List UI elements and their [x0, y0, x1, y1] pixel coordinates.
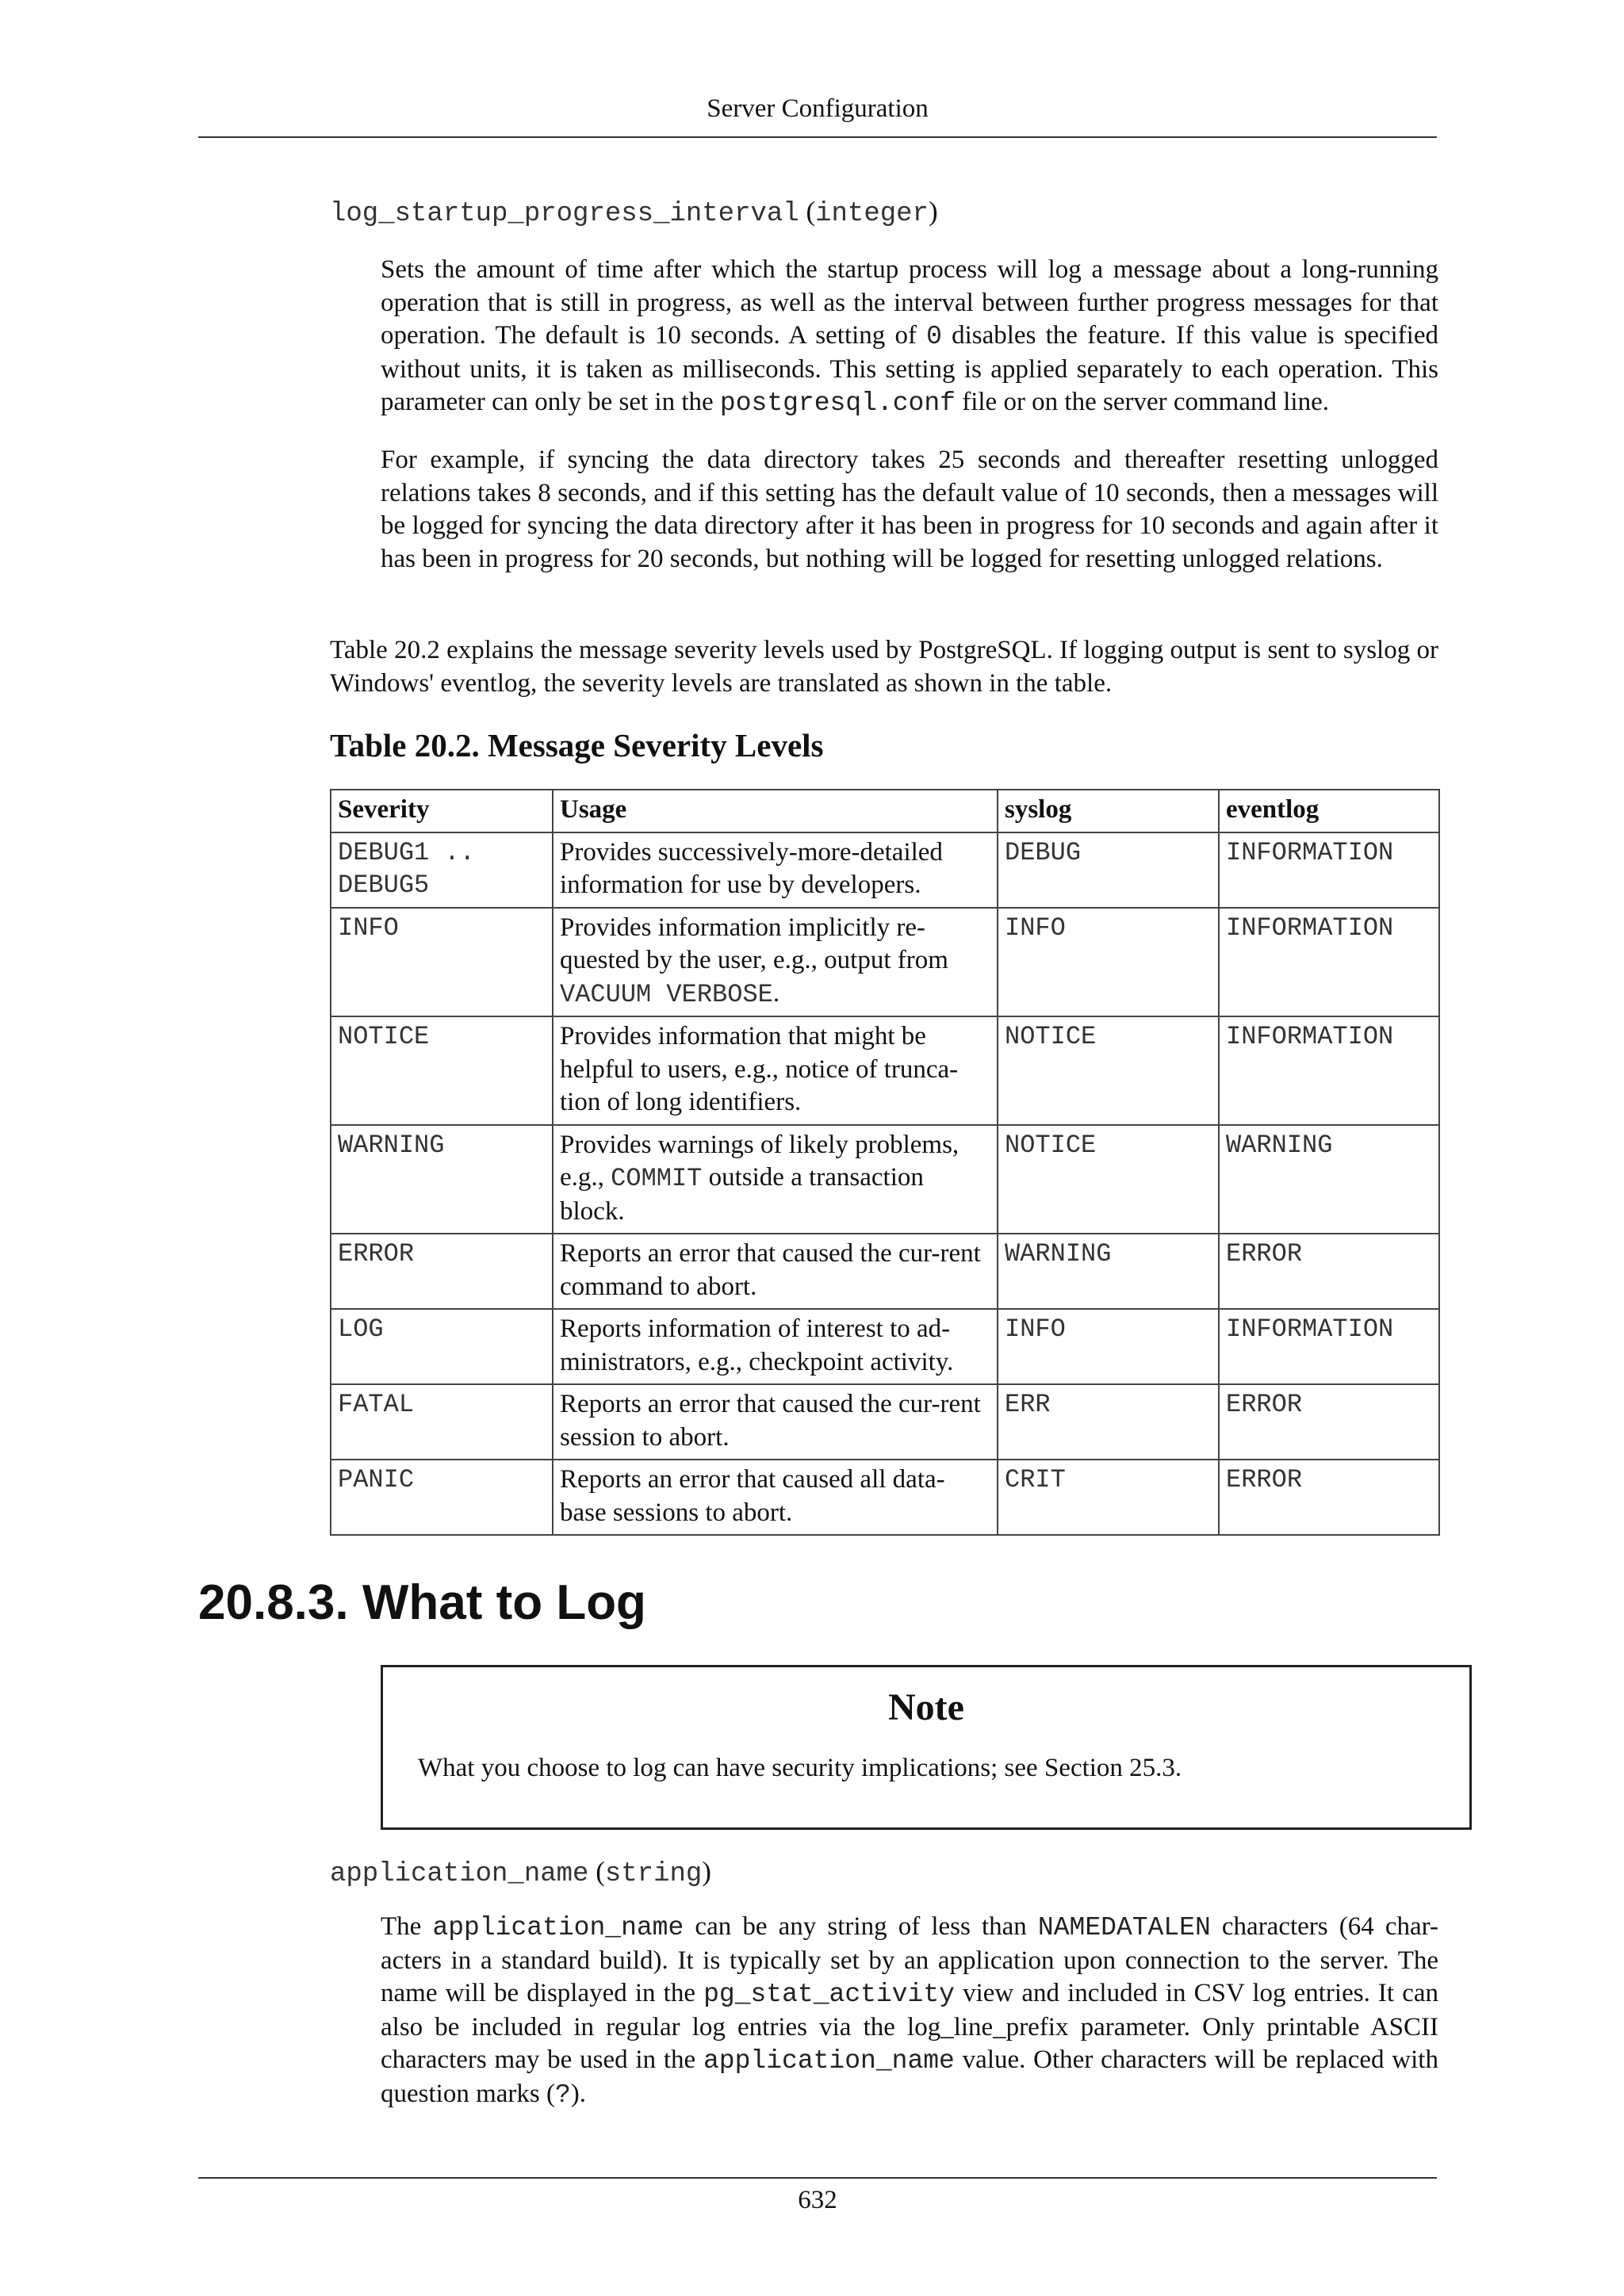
text-run: Provides information implicitly re-quested by the user, e.g., output from: [560, 913, 948, 974]
param-type: string: [604, 1859, 703, 1889]
severity-cell: PANIC: [331, 1460, 553, 1535]
text-run: characters (64 char-acters in a standard build). It is typically set by an application upon connection to the server. The name will be displayed in the: [381, 1912, 1438, 2007]
eventlog-cell: ERROR: [1219, 1234, 1439, 1309]
text-run: can be any string of less than: [684, 1912, 1038, 1941]
param-type-close: ): [928, 196, 938, 227]
syslog-cell: INFO: [998, 908, 1219, 1017]
severity-cell: NOTICE: [331, 1016, 553, 1125]
eventlog-cell: ERROR: [1219, 1384, 1439, 1460]
column-header-usage: Usage: [553, 790, 998, 832]
param1-example: [381, 444, 1438, 576]
table-row: [331, 832, 1439, 908]
eventlog-cell: INFORMATION: [1219, 908, 1439, 1017]
text-run: outside a transaction block.: [560, 1163, 924, 1226]
text-run: view and included in CSV log entries. It can also be included in regular log entries via the log_line_prefix parameter. Only printable ASCII characters may be used in the: [381, 1979, 1438, 2074]
inline-code: VACUUM VERBOSE: [560, 979, 773, 1009]
param-term-log-startup-progress-interval: [330, 195, 938, 231]
usage-cell: [553, 1309, 998, 1384]
param-type-close: ): [702, 1856, 711, 1887]
severity-cell: INFO: [331, 908, 553, 1017]
column-header-eventlog: eventlog: [1219, 790, 1439, 832]
severity-cell: ERROR: [331, 1234, 553, 1309]
text-run: Provides warnings of likely problems, e.g.,: [560, 1130, 959, 1192]
inline-code: ?: [554, 2080, 571, 2110]
syslog-cell: NOTICE: [998, 1125, 1219, 1234]
header-divider: [198, 136, 1437, 138]
usage-cell: [553, 1384, 998, 1460]
table-row: [331, 1234, 1439, 1309]
usage-cell: [553, 1460, 998, 1535]
usage-cell: [553, 1125, 998, 1234]
inline-code: application_name: [432, 1913, 684, 1942]
inline-code: 0: [926, 322, 942, 351]
severity-levels-table: [330, 789, 1440, 1536]
text-run: Reports an error that caused the cur-rent session to abort.: [560, 1390, 981, 1452]
running-header: Server Configuration: [707, 94, 929, 123]
syslog-cell: ERR: [998, 1384, 1219, 1460]
inline-code: postgresql.conf: [719, 388, 956, 418]
severity-cell: LOG: [331, 1309, 553, 1384]
text-run: Reports an error that caused all data-base sessions to abort.: [560, 1465, 945, 1527]
inline-code: application_name: [703, 2046, 955, 2076]
eventlog-cell: WARNING: [1219, 1125, 1439, 1234]
text-run: disables the feature. If this value is specified without units, it is taken as milliseconds. This setting is applied separately to each operation. This parameter can only be set in the: [381, 321, 1438, 416]
param-type-open: (: [588, 1856, 605, 1887]
usage-cell: [553, 908, 998, 1017]
note-admonition: [381, 1665, 1472, 1830]
text-run: Reports an error that caused the cur-rent command to abort.: [560, 1239, 981, 1301]
text-run: Provides successively-more-detailed information for use by developers.: [560, 837, 943, 899]
param1-description: [381, 254, 1438, 420]
table-row: [331, 908, 1439, 1017]
eventlog-cell: INFORMATION: [1219, 832, 1439, 908]
syslog-cell: INFO: [998, 1309, 1219, 1384]
syslog-cell: DEBUG: [998, 832, 1219, 908]
usage-cell: [553, 1016, 998, 1125]
usage-cell: [553, 832, 998, 908]
footer-divider: [198, 2177, 1437, 2179]
text-run: file or on the server command line.: [955, 388, 1329, 416]
param-name: log_startup_progress_interval: [330, 199, 799, 229]
table-row: [331, 1125, 1439, 1234]
eventlog-cell: ERROR: [1219, 1460, 1439, 1535]
column-header-syslog: syslog: [998, 790, 1219, 832]
text-run: ).: [570, 2079, 587, 2108]
param-term-application-name: [330, 1855, 711, 1891]
table-row: [331, 1384, 1439, 1460]
eventlog-cell: INFORMATION: [1219, 1309, 1439, 1384]
text-run: Reports information of interest to ad-ministrators, e.g., checkpoint activity.: [560, 1314, 954, 1376]
param-name: application_name: [330, 1859, 589, 1889]
syslog-cell: WARNING: [998, 1234, 1219, 1309]
table-title: Table 20.2. Message Severity Levels: [330, 727, 824, 763]
severity-cell: FATAL: [331, 1384, 553, 1460]
syslog-cell: CRIT: [998, 1460, 1219, 1535]
eventlog-cell: INFORMATION: [1219, 1016, 1439, 1125]
usage-cell: [553, 1234, 998, 1309]
page-number: 632: [798, 2186, 837, 2214]
param2-description: [381, 1911, 1438, 2111]
column-header-severity: Severity: [331, 790, 553, 832]
inline-code: COMMIT: [611, 1164, 703, 1193]
table-row: [331, 1460, 1439, 1535]
section-heading: 20.8.3. What to Log: [198, 1575, 646, 1630]
table-row: [331, 1016, 1439, 1125]
table-intro-paragraph: Table 20.2 explains the message severity levels used by PostgreSQL. If logging output is sent to syslog or Windows' eventlog, the severity levels are translated as shown in the table.: [330, 636, 1438, 698]
text-run: Sets the amount of time after which the startup process will log a message about a long-running operation that is still in progress, as well as the interval between further progress messages for that operation. The default is 10 seconds. A setting of: [381, 255, 1438, 350]
note-title: Note: [888, 1686, 964, 1728]
syslog-cell: NOTICE: [998, 1016, 1219, 1125]
param-type: integer: [815, 199, 929, 229]
table-header-row: [331, 790, 1439, 832]
inline-code: NAMEDATALEN: [1037, 1913, 1211, 1942]
text-run: .: [772, 978, 780, 1008]
inline-code: pg_stat_activity: [703, 1980, 955, 2009]
note-text: What you choose to log can have security implications; see Section 25.3.: [418, 1754, 1182, 1782]
text-run: For example, if syncing the data directory takes 25 seconds and thereafter resetting unlogged relations takes 8 seconds, and if this setting has the default value of 10 seconds, then a messages will be logged for syncing the data directory after it has been in progress for 10 seconds and again after it has been in progress for 20 seconds, but nothing will be logged for resetting unlogged relations.: [381, 446, 1438, 573]
severity-cell: DEBUG1 .. DEBUG5: [331, 832, 553, 908]
text-run: Provides information that might be helpful to users, e.g., notice of trunca-tion of long identifiers.: [560, 1022, 959, 1116]
param-type-open: (: [799, 196, 816, 227]
text-run: The: [381, 1912, 433, 1941]
table-row: [331, 1309, 1439, 1384]
severity-cell: WARNING: [331, 1125, 553, 1234]
text-run: value. Other characters will be replaced with question marks (: [381, 2045, 1438, 2108]
